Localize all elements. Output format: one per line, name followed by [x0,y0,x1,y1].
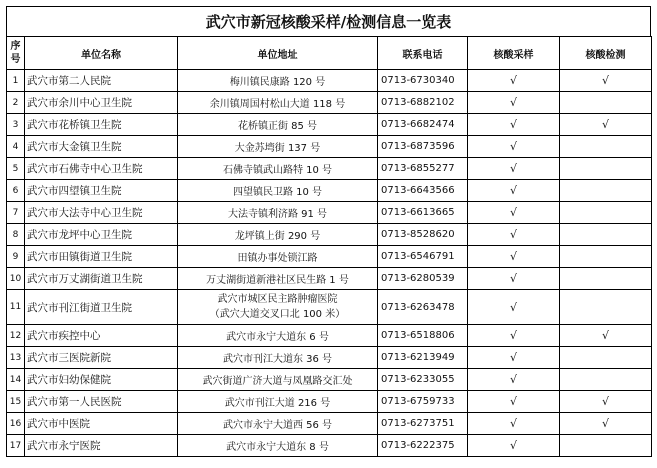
unit-address: 石佛寺镇武山路特 10 号 [178,158,378,180]
testing-mark [560,369,652,391]
unit-address: 田镇办事处锁江路 [178,246,378,268]
sampling-mark: √ [468,268,560,290]
phone-number: 0713-6518806 [378,325,468,347]
unit-address: 武穴市永宁大道东 6 号 [178,325,378,347]
sampling-mark: √ [468,369,560,391]
info-table [6,36,652,457]
phone-number: 0713-6730340 [378,70,468,92]
table-row [7,290,652,325]
table-row [7,92,652,114]
row-index: 6 [7,180,25,202]
header-name: 单位名称 [25,37,178,70]
testing-mark [560,224,652,246]
row-index: 14 [7,369,25,391]
sampling-mark: √ [468,391,560,413]
table-row [7,347,652,369]
table-row [7,202,652,224]
unit-address: 武穴街道广济大道与凤凰路交汇处 [178,369,378,391]
unit-name: 武穴市大金镇卫生院 [25,136,178,158]
phone-number: 0713-6855277 [378,158,468,180]
header-testing: 核酸检测 [560,37,652,70]
testing-mark [560,158,652,180]
table-row [7,413,652,435]
header-row [7,37,652,70]
phone-number: 0713-6759733 [378,391,468,413]
unit-name: 武穴市万丈湖街道卫生院 [25,268,178,290]
phone-number: 0713-6263478 [378,290,468,325]
testing-mark [560,268,652,290]
row-index: 11 [7,290,25,325]
table-row [7,325,652,347]
unit-address: 龙坪镇上街 290 号 [178,224,378,246]
unit-address: 武穴市刊江大道 216 号 [178,391,378,413]
phone-number: 0713-8528620 [378,224,468,246]
testing-mark [560,202,652,224]
page-title: 武穴市新冠核酸采样/检测信息一览表 [6,6,651,36]
sampling-mark: √ [468,347,560,369]
sampling-mark: √ [468,435,560,457]
phone-number: 0713-6873596 [378,136,468,158]
testing-mark: √ [560,325,652,347]
unit-name: 武穴市第二人民院 [25,70,178,92]
sampling-mark: √ [468,70,560,92]
table-row [7,70,652,92]
table-row [7,224,652,246]
address-line-2: （武穴大道交叉口北 100 米） [209,309,346,320]
testing-mark: √ [560,114,652,136]
unit-address: 武穴市永宁大道东 8 号 [178,435,378,457]
unit-address: 万丈湖街道新港社区民生路 1 号 [178,268,378,290]
sampling-mark: √ [468,136,560,158]
unit-address: 大金苏塆街 137 号 [178,136,378,158]
row-index: 1 [7,70,25,92]
row-index: 3 [7,114,25,136]
unit-name: 武穴市第一人民医院 [25,391,178,413]
unit-name: 武穴市永宁医院 [25,435,178,457]
sampling-mark: √ [468,290,560,325]
table-row [7,180,652,202]
row-index: 4 [7,136,25,158]
sampling-mark: √ [468,92,560,114]
sampling-mark: √ [468,325,560,347]
address-line-1: 武穴市城区民主路肿瘤医院 [217,294,338,305]
unit-name: 武穴市四望镇卫生院 [25,180,178,202]
sampling-mark: √ [468,158,560,180]
testing-mark [560,435,652,457]
sampling-mark: √ [468,246,560,268]
unit-name: 武穴市花桥镇卫生院 [25,114,178,136]
phone-number: 0713-6233055 [378,369,468,391]
row-index: 17 [7,435,25,457]
phone-number: 0713-6546791 [378,246,468,268]
table-row [7,391,652,413]
table-row [7,268,652,290]
row-index: 2 [7,92,25,114]
unit-name: 武穴市疾控中心 [25,325,178,347]
unit-address [178,290,378,325]
unit-address: 梅川镇民康路 120 号 [178,70,378,92]
testing-mark: √ [560,413,652,435]
unit-name: 武穴市刊江街道卫生院 [25,290,178,325]
sampling-mark: √ [468,180,560,202]
row-index: 16 [7,413,25,435]
row-index: 5 [7,158,25,180]
testing-mark [560,92,652,114]
phone-number: 0713-6280539 [378,268,468,290]
testing-mark: √ [560,391,652,413]
sampling-mark: √ [468,202,560,224]
header-sampling: 核酸采样 [468,37,560,70]
unit-address: 四望镇民卫路 10 号 [178,180,378,202]
unit-name: 武穴市余川中心卫生院 [25,92,178,114]
table-row [7,369,652,391]
phone-number: 0713-6213949 [378,347,468,369]
phone-number: 0713-6643566 [378,180,468,202]
unit-address: 花桥镇正街 85 号 [178,114,378,136]
unit-name: 武穴市石佛寺中心卫生院 [25,158,178,180]
table-row [7,246,652,268]
phone-number: 0713-6222375 [378,435,468,457]
row-index: 9 [7,246,25,268]
row-index: 12 [7,325,25,347]
testing-mark [560,347,652,369]
unit-name: 武穴市龙坪中心卫生院 [25,224,178,246]
unit-name: 武穴市田镇街道卫生院 [25,246,178,268]
table-row [7,435,652,457]
unit-address: 大法寺镇利济路 91 号 [178,202,378,224]
unit-address: 余川镇周国村松山大道 118 号 [178,92,378,114]
testing-mark [560,246,652,268]
phone-number: 0713-6882102 [378,92,468,114]
sampling-mark: √ [468,224,560,246]
row-index: 7 [7,202,25,224]
unit-name: 武穴市三医院新院 [25,347,178,369]
header-index: 序号 [7,37,25,70]
testing-mark [560,136,652,158]
phone-number: 0713-6273751 [378,413,468,435]
header-phone: 联系电话 [378,37,468,70]
table-row [7,158,652,180]
sampling-mark: √ [468,413,560,435]
row-index: 15 [7,391,25,413]
row-index: 8 [7,224,25,246]
unit-address: 武穴市永宁大道西 56 号 [178,413,378,435]
unit-name: 武穴市中医院 [25,413,178,435]
unit-address: 武穴市刊江大道东 36 号 [178,347,378,369]
sampling-mark: √ [468,114,560,136]
table-row [7,114,652,136]
testing-mark: √ [560,70,652,92]
row-index: 10 [7,268,25,290]
testing-mark [560,290,652,325]
testing-mark [560,180,652,202]
unit-name: 武穴市妇幼保健院 [25,369,178,391]
phone-number: 0713-6682474 [378,114,468,136]
phone-number: 0713-6613665 [378,202,468,224]
header-address: 单位地址 [178,37,378,70]
unit-name: 武穴市大法寺中心卫生院 [25,202,178,224]
table-row [7,136,652,158]
row-index: 13 [7,347,25,369]
